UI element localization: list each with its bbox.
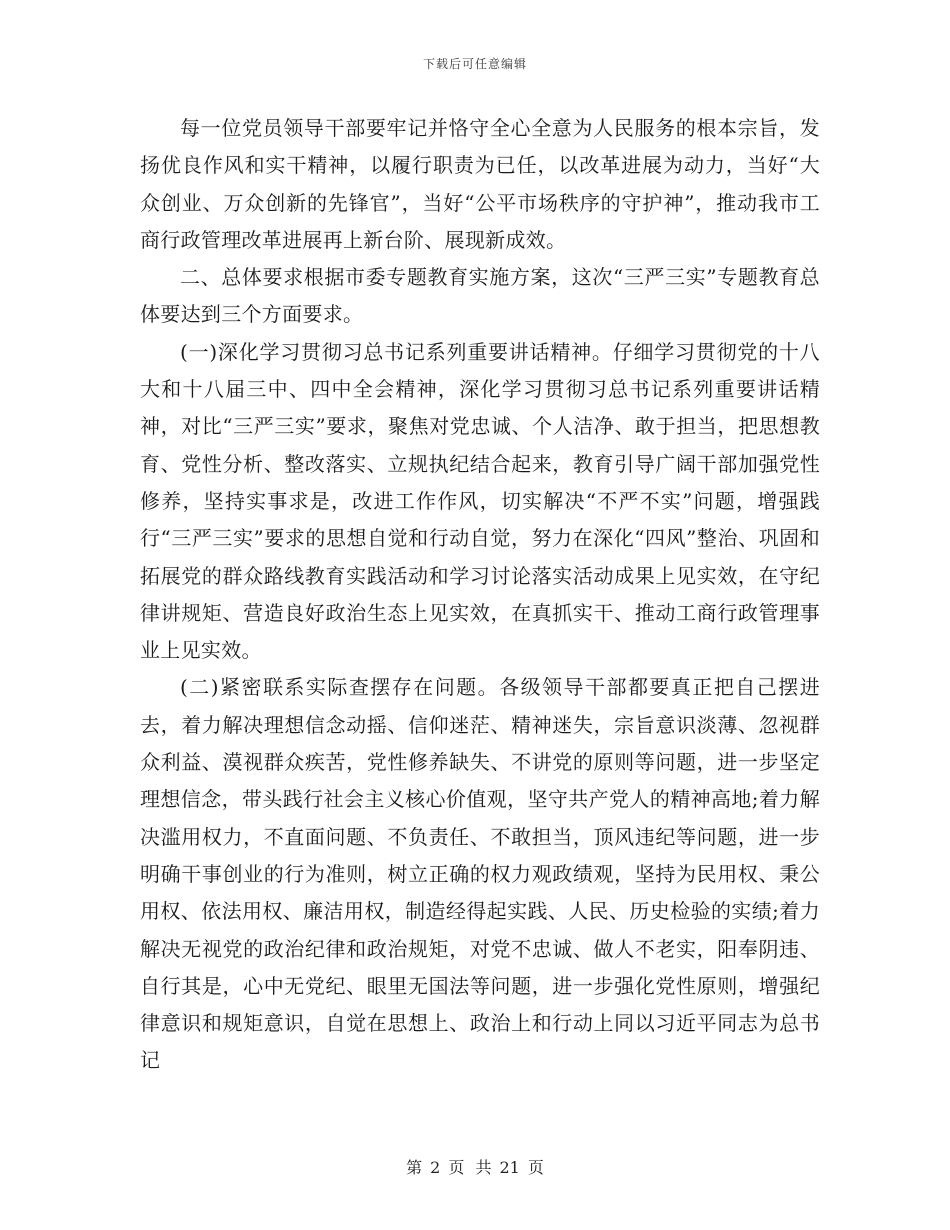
footer-total-pages: 21 <box>499 1158 520 1177</box>
footer-middle: 页 共 <box>448 1158 492 1177</box>
footer-page-number: 2 <box>430 1158 441 1177</box>
paragraph-3: (一)深化学习贯彻习总书记系列重要讲话精神。仔细学习贯彻党的十八大和十八届三中、四中全会精神，深化学习贯彻习总书记系列重要讲话精神，对比“三严三实”要求，聚焦对党忠诚、个人洁净、敢于担当，把思想教育、党性分析、整改落实、立规执纪结合起来，教育引导广阔干部加强党性修养，坚持实事求是，改进工作作风，切实解决“不严不实”问题，增强践行“三严三实”要求的思想自觉和行动自觉，努力在深化“四风”整治、巩固和拓展党的群众路线教育实践活动和学习讨论落实活动成果上见实效，在守纪律讲规矩、营造良好政治生态上见实效，在真抓实干、推动工商行政管理事业上见实效。 <box>140 339 820 663</box>
footer-suffix: 页 <box>527 1158 544 1177</box>
footer-prefix: 第 <box>406 1158 423 1177</box>
paragraph-4: (二)紧密联系实际查摆存在问题。各级领导干部都要真正把自己摆进去，着力解决理想信念动摇、信仰迷茫、精神迷失，宗旨意识淡薄、忽视群众利益、漠视群众疾苦，党性修养缺失、不讲党的原则等问题，进一步坚定理想信念，带头践行社会主义核心价值观，坚守共产党人的精神高地;着力解决滥用权力，不直面问题、不负责任、不敢担当，顶风违纪等问题，进一步明确干事创业的行为准则，树立正确的权力观政绩观，坚持为民用权、秉公用权、依法用权、廉洁用权，制造经得起实践、人民、历史检验的实绩;着力解决无视党的政治纪律和政治规矩，对党不忠诚、做人不老实，阳奉阴违、自行其是，心中无党纪、眼里无国法等问题，进一步强化党性原则，增强纪律意识和规矩意识，自觉在思想上、政治上和行动上同以习近平同志为总书记 <box>140 675 820 1073</box>
paragraph-1: 每一位党员领导干部要牢记并恪守全心全意为人民服务的根本宗旨，发扬优良作风和实干精神，以履行职责为已任，以改革进展为动力，当好“大众创业、万众创新的先锋官”，当好“公平市场秩序的守护神”，推动我市工商行政管理改革进展再上新台阶、展现新成效。 <box>140 116 820 252</box>
paragraph-2: 二、总体要求根据市委专题教育实施方案，这次“三严三实”专题教育总体要达到三个方面要求。 <box>140 265 820 327</box>
document-body <box>140 110 820 1080</box>
page-footer <box>0 1155 950 1178</box>
page-header: 下载后可任意编辑 <box>422 57 527 71</box>
